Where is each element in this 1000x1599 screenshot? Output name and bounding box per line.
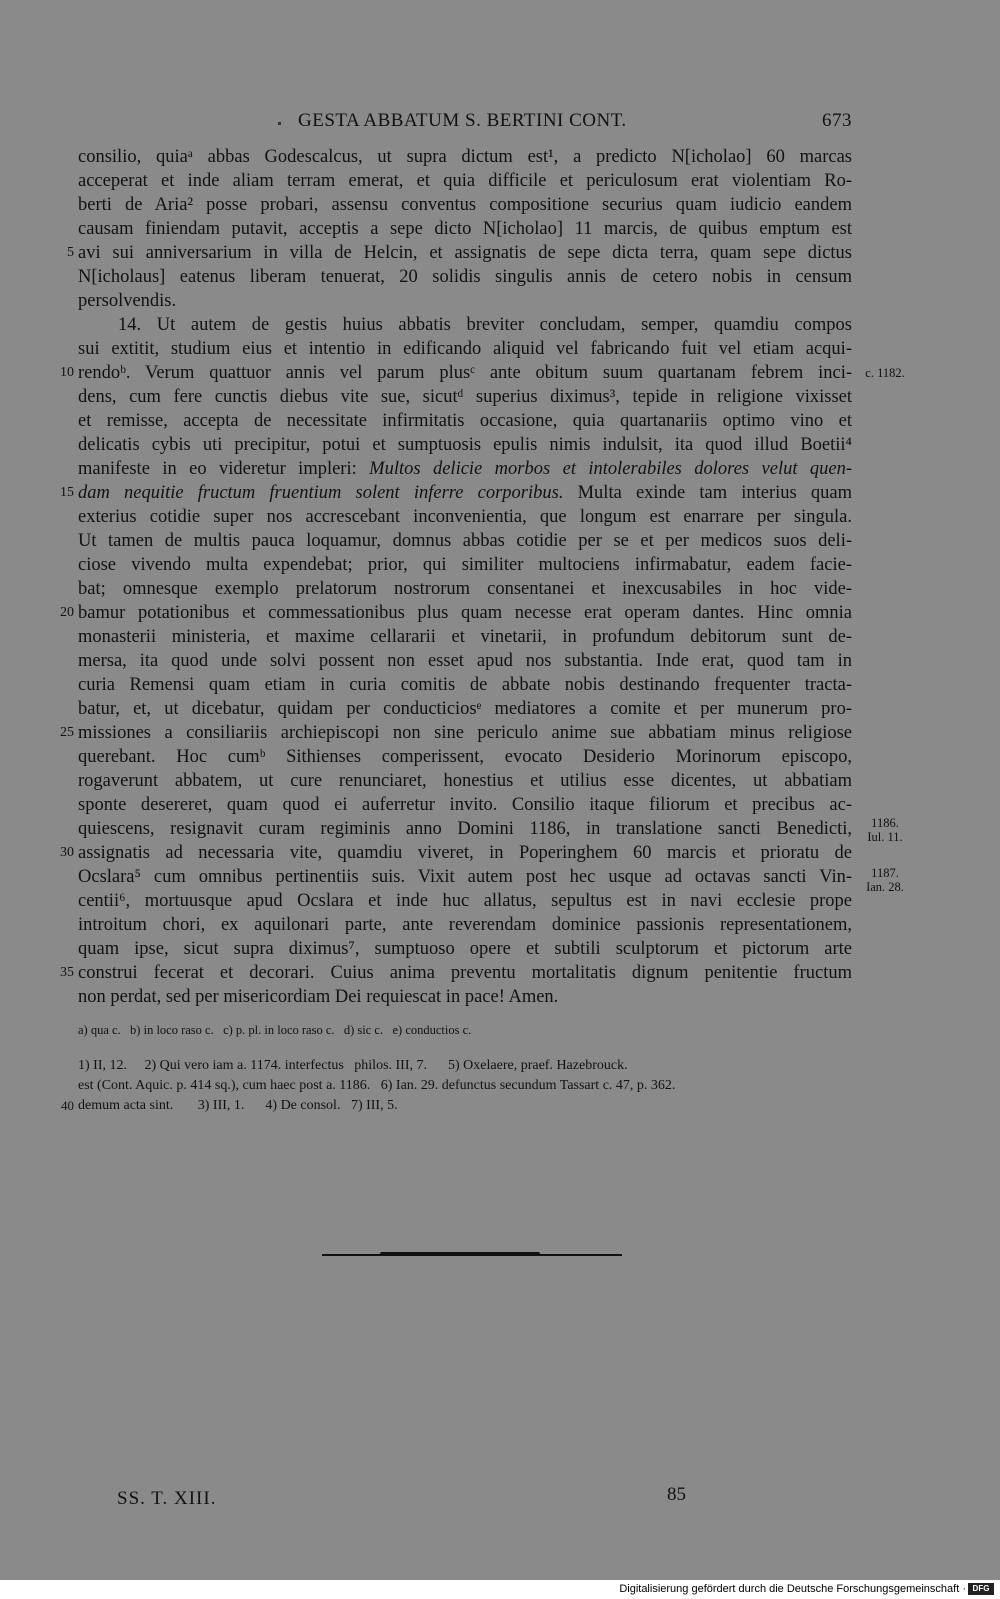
text-line: introitum chori, ex aquilonari parte, ante reverendam dominice passionis representationem, xyxy=(78,915,852,935)
text-line: Ut tamen de multis pauca loquamur, domnus abbas cotidie per se et per medicos suos deli- xyxy=(78,531,852,551)
footnote-line: est (Cont. Aquic. p. 414 sq.), cum haec post a. 1186. 6) Ian. 29. defunctus secundum Tassart c. 47, p. 362. xyxy=(78,1078,676,1093)
text-line: monasterii ministeria, et maxime cellararii et vinetarii, in profundum debitorum sunt de- xyxy=(78,627,852,647)
text-line: acceperat et inde aliam terram emerat, et quia difficile et periculosum erat violentiam Ro- xyxy=(78,171,852,191)
text-line: ciose vivendo multa expendebat; prior, qui similiter multociens infirmabatur, eadem facie- xyxy=(78,555,852,575)
text-line: quam ipse, sicut supra diximus⁷, sumptuoso opere et subtili sculptorum et pictorum arte xyxy=(78,939,852,959)
margin-date: c. 1182. xyxy=(865,366,905,380)
text-line: exterius cotidie super nos accrescebant inconvenientia, que longum est enarrare per singula. xyxy=(78,507,852,527)
text-line: avi sui anniversarium in villa de Helcin, et assignatis de sepe dicta terra, quam sepe dictus xyxy=(78,243,852,263)
text-line: dam nequitie fructum fruentium solent inferre corporibus. Multa exinde tam interius quam xyxy=(78,483,853,503)
text-line: rogaverunt abbatem, ut cure renunciaret, honestius et utilius esse dicentes, ut abbatiam xyxy=(78,771,852,791)
signature-mark: SS. T. XIII. xyxy=(117,1488,217,1509)
text-line: assignatis ad necessaria vite, quamdiu viveret, in Poperinghem 60 marcis et prioratu de xyxy=(78,843,852,863)
running-header xyxy=(78,108,852,138)
digitization-footer xyxy=(0,1580,1000,1599)
dfg-logo: DFG xyxy=(968,1583,994,1595)
text-line: 14. Ut autem de gestis huius abbatis breviter concludam, semper, quamdiu compos xyxy=(118,315,852,335)
text-line: missiones a consiliariis archiepiscopi non sine periculo anime sue abbatiam minus religiose xyxy=(78,723,852,743)
line-number: 20 xyxy=(60,605,74,620)
text-line: consilio, quiaᵃ abbas Godescalcus, ut supra dictum est¹, a predicto N[icholao] 60 marcas xyxy=(78,147,852,167)
text-line: dens, cum fere cunctis diebus vite sue, sicutᵈ superius diximus³, tepide in religione vixisset xyxy=(78,387,852,407)
line-number: 5 xyxy=(67,245,74,260)
text-line: construi fecerat et decorari. Cuius anima preventu mortalitatis dignum penitentie fructum xyxy=(78,963,852,983)
text-line: curia Remensi quam etiam in curia comitis de abbate nobis destinando frequenter tracta- xyxy=(78,675,852,695)
text-line: persolvendis. xyxy=(78,291,177,311)
margin-date: 1187. xyxy=(871,866,899,880)
text-line: Ocslara⁵ cum omnibus pertinentiis suis. Vixit autem post hec usque ad octavas sancti Vin- xyxy=(78,867,852,887)
margin-date: 1186. xyxy=(871,816,899,830)
text-line: centii⁶, mortuusque apud Ocslara et inde huc allatus, sepultus est in navi ecclesie prope xyxy=(78,891,852,911)
text-line: querebant. Hoc cumᵇ Sithienses comperissent, evocato Desiderio Morinorum episcopo, xyxy=(78,747,852,767)
text-line: sui extitit, studium eius et intentio in edificando aliquid vel fabricando fuit vel etiam acqui- xyxy=(78,339,852,359)
line-number: 10 xyxy=(60,365,74,380)
text-line: mersa, ita quod unde solvi possent non esset apud nos substantia. Inde erat, quod tam in xyxy=(78,651,852,671)
margin-date: Iul. 11. xyxy=(867,830,903,844)
line-number: 15 xyxy=(60,485,74,500)
text-line: rendoᵇ. Verum quattuor annis vel parum plusᶜ ante obitum suum quartanam febrem inci- xyxy=(78,363,852,383)
text-line: et remisse, accepta de necessitate infirmitatis occasione, quia quartanariis optimo vino et xyxy=(78,411,852,431)
folio-number: 85 xyxy=(667,1484,686,1505)
quotation: Multos delicie morbos et intolerabiles dolores velut quen- xyxy=(369,459,853,479)
text-line: quiescens, resignavit curam regiminis anno Domini 1186, in translatione sancti Benedicti, xyxy=(78,819,852,839)
text-line: bat; omnesque exemplo prelatorum nostrorum consentanei et inexcusabiles in hoc vide- xyxy=(78,579,852,599)
footnote-line: demum acta sint. 3) III, 1. 4) De consol. 7) III, 5. xyxy=(78,1098,398,1113)
footer-credit: Digitalisierung gefördert durch die Deutsche Forschungsgemeinschaft · xyxy=(619,1583,966,1595)
text-line: batur, et, ut dicebatur, quidam per conducticiosᵉ mediatores a comite et per munerum pro- xyxy=(78,699,852,719)
textual-notes: a) qua c. b) in loco raso c. c) p. pl. in loco raso c. d) sic c. e) conductios c. xyxy=(78,1023,472,1037)
header-dot xyxy=(278,122,281,125)
footnote-line: 1) II, 12. 2) Qui vero iam a. 1174. interfectus philos. III, 7. 5) Oxelaere, praef. Hazebrouck. xyxy=(78,1058,628,1073)
text-line: delicatis cybis uti precipitur, potui et sumptuosis epulis nimis indulsit, ita quod illud Boetii⁴ xyxy=(78,435,852,455)
text-line: N[icholaus] eatenus liberam tenuerat, 20 solidis singulis annis de cetero nobis in censum xyxy=(78,267,852,287)
margin-date: Ian. 28. xyxy=(866,880,904,894)
line-number: 30 xyxy=(60,845,74,860)
text-line: manifeste in eo videretur impleri: Multos delicie morbos et intolerabiles dolores velut quen- xyxy=(78,459,853,479)
text-line: causam finiendam putavit, acceptis a sepe dicto N[icholao] 11 marcis, de quibus emptum est xyxy=(78,219,852,239)
text-line: non perdat, sed per misericordiam Dei requiescat in pace! Amen. xyxy=(78,987,559,1007)
running-title: GESTA ABBATUM S. BERTINI CONT. xyxy=(298,110,627,131)
line-number: 40 xyxy=(61,1098,74,1113)
line-number: 35 xyxy=(60,965,74,980)
text-line: berti de Aria² posse probari, assensu conventus compositione securius quam iudicio eandem xyxy=(78,195,852,215)
quotation: dam nequitie fructum fruentium solent inferre corporibus. xyxy=(78,483,564,503)
end-rule-swell xyxy=(380,1252,540,1256)
page-number: 673 xyxy=(822,110,852,131)
text-line: sponte desereret, quam quod ei auferretur invito. Consilio itaque filiorum et precibus ac- xyxy=(78,795,852,815)
line-number: 25 xyxy=(60,725,74,740)
text-line: bamur potationibus et commessationibus plus quam necesse erat operam dantes. Hinc omnia xyxy=(78,603,852,623)
